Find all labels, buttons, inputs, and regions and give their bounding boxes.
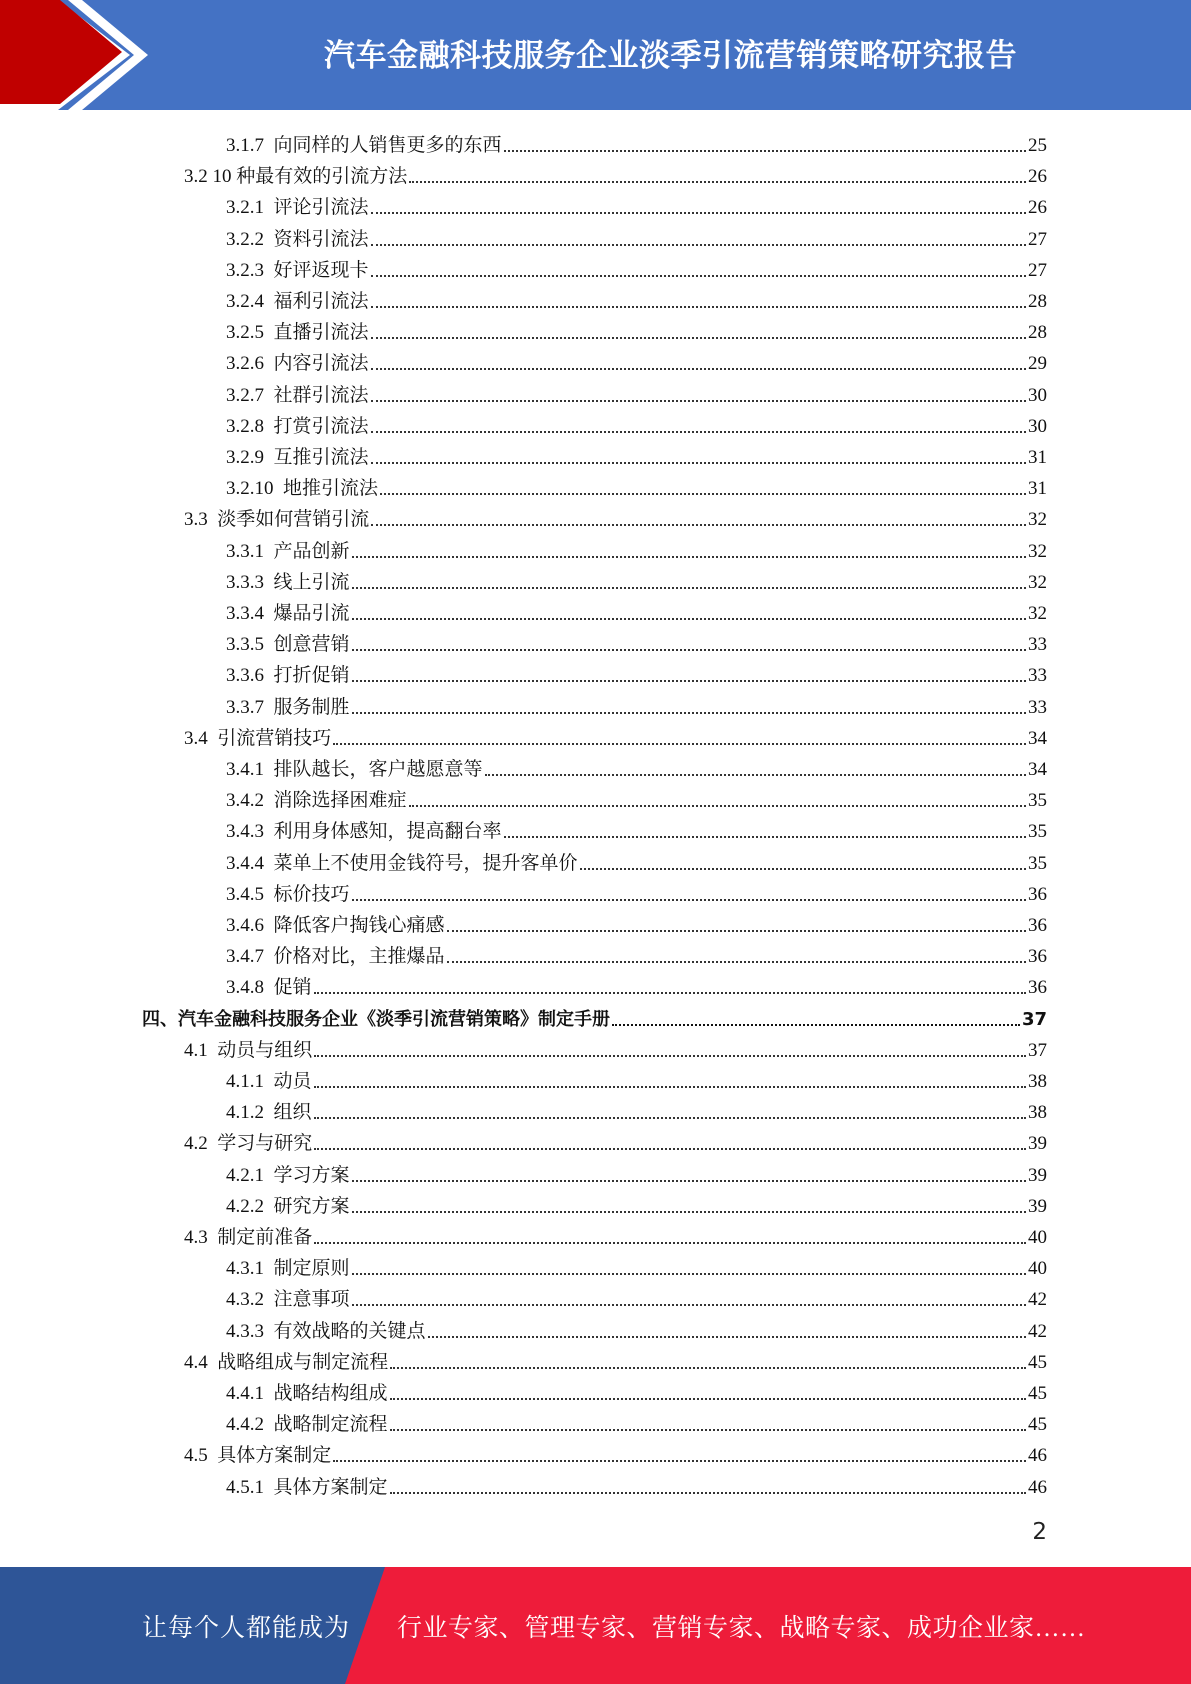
toc-dot-leader: [390, 1428, 1026, 1431]
toc-section-entry[interactable]: [184, 501, 1047, 532]
toc-dot-leader: [409, 180, 1026, 183]
toc-entry-number: 4.2.1: [226, 1164, 274, 1186]
toc-entry-page: 46: [1028, 1445, 1047, 1467]
toc-dot-leader: [612, 1023, 1020, 1026]
toc-entry-page: 34: [1028, 727, 1047, 749]
toc-subsection-entry[interactable]: [226, 439, 1047, 470]
toc-subsection-entry[interactable]: [226, 1313, 1047, 1344]
toc-entry-title: 创意营销: [273, 634, 350, 656]
toc-entry-number: 3.4.2: [226, 790, 274, 812]
toc-entry-number: 4.1: [184, 1039, 218, 1061]
toc-entry-page: 31: [1028, 478, 1047, 500]
toc-entry-page: 25: [1028, 135, 1047, 156]
toc-entry-number: 3.2.4: [226, 291, 274, 312]
toc-entry-title: 服务制胜: [273, 696, 350, 718]
toc-subsection-entry[interactable]: [226, 626, 1047, 657]
toc-entry-number: 3.2.9: [226, 447, 274, 468]
toc-dot-leader: [371, 430, 1026, 433]
toc-entry-title: 具体方案制定: [273, 1476, 388, 1498]
toc-dot-leader: [409, 804, 1026, 807]
toc-entry-number: 4.1.2: [226, 1102, 274, 1124]
toc-dot-leader: [352, 648, 1026, 651]
toc-entry-title: 利用身体感知，提高翻台率: [273, 821, 502, 843]
toc-entry-number: 3.2 10: [184, 166, 237, 188]
toc-dot-leader: [504, 835, 1026, 838]
toc-entry-number: 3.3.5: [226, 634, 274, 656]
toc-entry-title: 产品创新: [273, 540, 350, 562]
toc-dot-leader: [580, 867, 1026, 870]
toc-subsection-entry[interactable]: [226, 252, 1047, 283]
toc-entry-page: 30: [1028, 384, 1047, 406]
toc-entry-title: 消除选择困难症: [273, 790, 407, 812]
toc-entry-number: 4.3.3: [226, 1320, 274, 1342]
toc-dot-leader: [390, 1491, 1026, 1494]
toc-entry-page: 31: [1028, 447, 1047, 468]
toc-entry-title: 战略制定流程: [273, 1414, 388, 1436]
toc-entry-title: 有效战略的关键点: [273, 1320, 426, 1342]
toc-dot-leader: [380, 492, 1026, 495]
toc-subsection-entry[interactable]: [226, 1469, 1047, 1500]
toc-subsection-entry[interactable]: [226, 283, 1047, 314]
toc-section-entry[interactable]: [184, 1125, 1047, 1156]
toc-entry-title: 直播引流法: [273, 322, 369, 344]
toc-entry-number: 3.3.4: [226, 603, 274, 624]
toc-dot-leader: [371, 305, 1026, 308]
toc-entry-number: 3.4: [184, 727, 218, 749]
toc-entry-title: 制定前准备: [217, 1227, 313, 1248]
toc-dot-leader: [485, 773, 1026, 776]
toc-entry-page: 37: [1028, 1039, 1047, 1061]
toc-dot-leader: [314, 991, 1026, 994]
toc-entry-title: 资料引流法: [273, 228, 369, 250]
toc-entry-number: 3.4.8: [226, 977, 274, 999]
toc-subsection-entry[interactable]: [226, 533, 1047, 564]
toc-subsection-entry[interactable]: [226, 345, 1047, 376]
toc-entry-page: 36: [1028, 915, 1047, 936]
toc-entry-number: 3.3.7: [226, 696, 274, 718]
toc-entry-number: 3.4.5: [226, 883, 274, 905]
toc-subsection-entry[interactable]: [226, 907, 1047, 938]
toc-entry-page: 33: [1028, 634, 1047, 656]
toc-entry-title: 评论引流法: [273, 197, 369, 219]
toc-dot-leader: [352, 1210, 1026, 1213]
toc-entry-page: 45: [1028, 1414, 1047, 1436]
toc-entry-title: 战略结构组成: [273, 1383, 388, 1404]
toc-section-entry[interactable]: [184, 720, 1047, 751]
toc-entry-page: 32: [1028, 603, 1047, 624]
toc-entry-title: 标价技巧: [273, 883, 350, 905]
toc-dot-leader: [352, 1272, 1026, 1275]
toc-subsection-entry[interactable]: [226, 314, 1047, 345]
toc-entry-page: 39: [1028, 1133, 1047, 1155]
toc-subsection-entry[interactable]: [226, 377, 1047, 408]
toc-entry-title: 四、汽车金融科技服务企业《淡季引流营销策略》制定手册: [142, 1008, 610, 1030]
toc-subsection-entry[interactable]: [226, 127, 1047, 158]
toc-subsection-entry[interactable]: [226, 969, 1047, 1000]
toc-entry-number: 4.4.1: [226, 1383, 274, 1404]
toc-entry-number: 3.2.5: [226, 322, 274, 344]
toc-entry-page: 45: [1028, 1351, 1047, 1373]
toc-section-entry[interactable]: [184, 1344, 1047, 1375]
toc-subsection-entry[interactable]: [226, 189, 1047, 220]
toc-dot-leader: [352, 711, 1026, 714]
toc-dot-leader: [333, 742, 1026, 745]
toc-entry-number: 4.2: [184, 1133, 218, 1155]
toc-entry-number: 3.3.6: [226, 665, 274, 687]
toc-entry-number: 3.4.4: [226, 852, 274, 874]
toc-entry-number: 3.4.7: [226, 946, 274, 968]
toc-dot-leader: [371, 399, 1026, 402]
toc-entry-number: 3.2.6: [226, 353, 274, 375]
toc-entry-title: 向同样的人销售更多的东西: [273, 135, 502, 156]
toc-entry-number: 4.3.2: [226, 1289, 274, 1311]
toc-dot-leader: [428, 1335, 1026, 1338]
toc-dot-leader: [352, 1303, 1026, 1306]
toc-entry-number: 4.1.1: [226, 1071, 274, 1092]
toc-entry-title: 爆品引流: [273, 603, 350, 624]
toc-entry-title: 好评返现卡: [273, 259, 369, 281]
toc-subsection-entry[interactable]: [226, 1281, 1047, 1312]
toc-entry-page: 29: [1028, 353, 1047, 375]
toc-subsection-entry[interactable]: [226, 595, 1047, 626]
header-title: 汽车金融科技服务企业淡季引流营销策略研究报告: [324, 37, 1017, 74]
toc-subsection-entry[interactable]: [226, 782, 1047, 813]
toc-subsection-entry[interactable]: [226, 938, 1047, 969]
toc-entry-title: 地推引流法: [283, 478, 379, 500]
toc-entry-title: 降低客户掏钱心痛感: [273, 915, 445, 936]
toc-entry-title: 线上引流: [273, 571, 350, 593]
toc-entry-page: 40: [1028, 1258, 1047, 1280]
page-footer: [0, 1567, 1191, 1684]
toc-entry-page: 39: [1028, 1164, 1047, 1186]
toc-subsection-entry[interactable]: [226, 1188, 1047, 1219]
toc-entry-page: 36: [1028, 946, 1047, 968]
toc-dot-leader: [352, 679, 1026, 682]
toc-entry-title: 战略组成与制定流程: [217, 1351, 389, 1373]
toc-entry-number: 3.2.3: [226, 259, 274, 281]
toc-entry-number: 4.5.1: [226, 1476, 274, 1498]
toc-subsection-entry[interactable]: [226, 751, 1047, 782]
toc-dot-leader: [371, 274, 1026, 277]
toc-entry-title: 学习与研究: [217, 1133, 313, 1155]
toc-entry-number: 4.4: [184, 1351, 218, 1373]
toc-dot-leader: [371, 367, 1026, 370]
toc-entry-page: 28: [1028, 291, 1047, 312]
toc-subsection-entry[interactable]: [226, 564, 1047, 595]
toc-entry-title: 具体方案制定: [217, 1445, 332, 1467]
toc-entry-number: 3.4.1: [226, 759, 274, 780]
toc-entry-title: 组织: [273, 1102, 312, 1124]
toc-entry-page: 32: [1028, 571, 1047, 593]
toc-entry-title: 内容引流法: [273, 353, 369, 375]
toc-entry-page: 27: [1028, 228, 1047, 250]
toc-entry-page: 42: [1028, 1320, 1047, 1342]
toc-subsection-entry[interactable]: [226, 470, 1047, 501]
toc-entry-title: 打折促销: [273, 665, 350, 687]
toc-entry-page: 40: [1028, 1227, 1047, 1248]
toc-dot-leader: [314, 1147, 1026, 1150]
footer-slogan-right: 行业专家、管理专家、营销专家、战略专家、成功企业家……: [397, 1614, 1086, 1642]
toc-entry-title: 种最有效的引流方法: [236, 166, 408, 188]
toc-dot-leader: [390, 1397, 1026, 1400]
toc-entry-title: 福利引流法: [273, 291, 369, 312]
toc-entry-number: 4.3.1: [226, 1258, 274, 1280]
toc-entry-title: 价格对比，主推爆品: [273, 946, 445, 968]
toc-entry-number: 3.2.1: [226, 197, 274, 219]
toc-entry-title: 引流营销技巧: [217, 727, 332, 749]
toc-entry-number: 3.1.7: [226, 135, 274, 156]
toc-entry-title: 促销: [273, 977, 312, 999]
toc-dot-leader: [504, 149, 1026, 152]
toc-entry-page: 30: [1028, 415, 1047, 437]
toc-entry-page: 34: [1028, 759, 1047, 780]
toc-entry-title: 互推引流法: [273, 447, 369, 468]
toc-entry-page: 36: [1028, 883, 1047, 905]
toc-dot-leader: [447, 929, 1026, 932]
toc-subsection-entry[interactable]: [226, 876, 1047, 907]
toc-entry-page: 42: [1028, 1289, 1047, 1311]
toc-dot-leader: [314, 1116, 1026, 1119]
toc-dot-leader: [352, 555, 1026, 558]
toc-dot-leader: [352, 617, 1026, 620]
toc-dot-leader: [390, 1366, 1026, 1369]
toc-subsection-entry[interactable]: [226, 1157, 1047, 1188]
toc-entry-title: 制定原则: [273, 1258, 350, 1280]
toc-entry-page: 46: [1028, 1476, 1047, 1498]
toc-dot-leader: [371, 523, 1026, 526]
toc-entry-title: 淡季如何营销引流: [217, 509, 370, 531]
toc-entry-page: 35: [1028, 852, 1047, 874]
toc-subsection-entry[interactable]: [226, 1063, 1047, 1094]
toc-entry-number: 3.4.3: [226, 821, 274, 843]
toc-entry-number: 3.2.8: [226, 415, 274, 437]
toc-entry-number: 4.3: [184, 1227, 218, 1248]
page-number: 2: [1032, 1519, 1047, 1545]
toc-entry-page: 33: [1028, 665, 1047, 687]
toc-entry-page: 32: [1028, 509, 1047, 531]
toc-subsection-entry[interactable]: [226, 813, 1047, 844]
toc-subsection-entry[interactable]: [226, 221, 1047, 252]
toc-dot-leader: [447, 960, 1026, 963]
footer-slogan-left: 让每个人都能成为: [142, 1614, 351, 1642]
toc-dot-leader: [371, 243, 1026, 246]
toc-entry-number: 3.2.7: [226, 384, 274, 406]
toc-entry-number: 4.4.2: [226, 1414, 274, 1436]
toc-entry-number: 3.4.6: [226, 915, 274, 936]
toc-dot-leader: [352, 1179, 1026, 1182]
toc-section-entry[interactable]: [184, 1219, 1047, 1250]
toc-dot-leader: [333, 1459, 1026, 1462]
toc-subsection-entry[interactable]: [226, 657, 1047, 688]
toc-entry-title: 动员: [273, 1071, 312, 1092]
toc-entry-page: 33: [1028, 696, 1047, 718]
toc-entry-number: 3.2.2: [226, 228, 274, 250]
toc-entry-title: 菜单上不使用金钱符号，提升客单价: [273, 852, 578, 874]
toc-dot-leader: [352, 898, 1026, 901]
toc-dot-leader: [371, 461, 1026, 464]
toc-chapter-entry[interactable]: [142, 1001, 1047, 1032]
toc-entry-page: 32: [1028, 540, 1047, 562]
toc-section-entry[interactable]: [184, 158, 1047, 189]
toc-section-entry[interactable]: [184, 1032, 1047, 1063]
toc-dot-leader: [314, 1054, 1026, 1057]
page-header: [0, 0, 1191, 110]
toc-entry-page: 26: [1028, 166, 1047, 188]
toc-subsection-entry[interactable]: [226, 1375, 1047, 1406]
toc-dot-leader: [371, 211, 1026, 214]
toc-entry-title: 学习方案: [273, 1164, 350, 1186]
toc-subsection-entry[interactable]: [226, 408, 1047, 439]
toc-subsection-entry[interactable]: [226, 1250, 1047, 1281]
toc-entry-number: 3.3: [184, 509, 218, 531]
toc-subsection-entry[interactable]: [226, 1406, 1047, 1437]
toc-dot-leader: [371, 336, 1026, 339]
toc-entry-page: 45: [1028, 1383, 1047, 1404]
toc-entry-page: 35: [1028, 790, 1047, 812]
toc-entry-title: 排队越长，客户越愿意等: [273, 759, 483, 780]
toc-section-entry[interactable]: [184, 1437, 1047, 1468]
toc-entry-title: 动员与组织: [217, 1039, 313, 1061]
toc-entry-title: 社群引流法: [273, 384, 369, 406]
toc-entry-title: 注意事项: [273, 1289, 350, 1311]
toc-entry-number: 4.2.2: [226, 1195, 274, 1217]
toc-entry-page: 39: [1028, 1195, 1047, 1217]
toc-entry-number: 3.3.3: [226, 571, 274, 593]
toc-entry-title: 研究方案: [273, 1195, 350, 1217]
toc-dot-leader: [352, 586, 1026, 589]
toc-entry-title: 打赏引流法: [273, 415, 369, 437]
toc-entry-page: 28: [1028, 322, 1047, 344]
toc-entry-page: 36: [1028, 977, 1047, 999]
toc-dot-leader: [314, 1085, 1026, 1088]
toc-entry-number: 3.3.1: [226, 540, 274, 562]
toc-entry-number: 4.5: [184, 1445, 218, 1467]
toc-entry-page: 38: [1028, 1102, 1047, 1124]
toc-dot-leader: [314, 1241, 1026, 1244]
toc-subsection-entry[interactable]: [226, 845, 1047, 876]
toc-entry-page: 35: [1028, 821, 1047, 843]
toc-subsection-entry[interactable]: [226, 1094, 1047, 1125]
toc-entry-page: 26: [1028, 197, 1047, 219]
toc-entry-page: 38: [1028, 1071, 1047, 1092]
toc-entry-page: 27: [1028, 259, 1047, 281]
toc-subsection-entry[interactable]: [226, 689, 1047, 720]
toc-entry-number: 3.2.10: [226, 478, 283, 500]
toc-entry-page: 37: [1021, 1008, 1047, 1030]
